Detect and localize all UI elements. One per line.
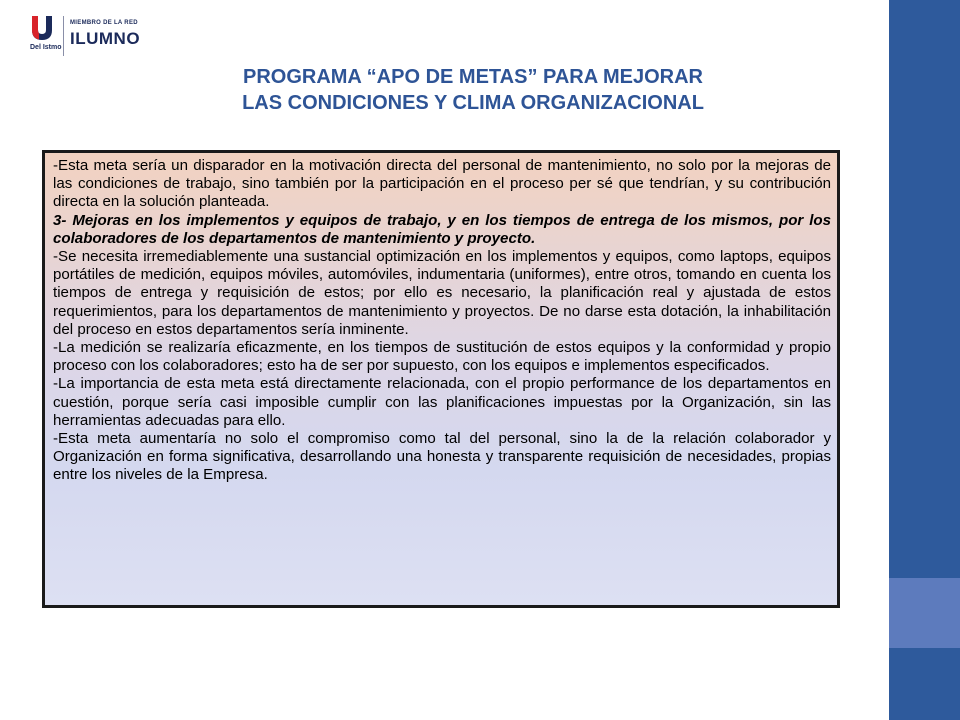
side-accent-block xyxy=(889,578,960,648)
u-logo-icon xyxy=(30,14,54,42)
paragraph: -Esta meta sería un disparador en la motivación directa del personal de mantenimiento, no solo por la mejoras de las condiciones de trabajo, sino también por la participación en el proceso per sé que tendrían, y su contribución directa en la solución planteada. xyxy=(53,157,831,211)
logo-sub-label: Del Istmo xyxy=(30,44,62,51)
page-title xyxy=(180,64,766,116)
brand-name: ILUMNO xyxy=(70,29,141,48)
title-line-1: PROGRAMA “APO DE METAS” PARA MEJORAR xyxy=(242,66,704,88)
network-label: MIEMBRO DE LA RED xyxy=(70,20,138,26)
goal-heading: 3- Mejoras en los implementos y equipos de trabajo, y en los tiempos de entrega de los mismos, por los colaboradores de los departamentos de mantenimiento y proyecto. xyxy=(53,211,831,247)
content-box xyxy=(42,150,840,608)
institution-logo xyxy=(30,14,180,60)
logo-divider xyxy=(63,16,64,56)
paragraph: -Se necesita irremediablemente una sustancial optimización en los implementos y equipos, como laptops, equipos portátiles de medición, equipos móviles, automóviles, indumentaria (uniformes), entre otros, tomando en cuenta los tiempos de entrega y requisición de estos; por ello es necesario, la planificación real y ajustada de estos requerimientos, para los departamentos de mantenimiento y proyectos. De no darse esta dotación, la inhabilitación del proceso en estos departamentos sería inminente. xyxy=(53,248,831,338)
paragraph: -La importancia de esta meta está directamente relacionada, con el propio performance de los departamentos en cuestión, porque sería casi imposible cumplir con las planificaciones impuestas por la Organización, sin las herramientas adecuadas para ello. xyxy=(53,375,831,429)
title-line-2: LAS CONDICIONES Y CLIMA ORGANIZACIONAL xyxy=(242,92,704,114)
paragraph: -La medición se realizaría eficazmente, en los tiempos de sustitución de estos equipos y la conformidad y propio proceso con los colaboradores; esto ha de ser por supuesto, con los equipos e implementos especificados. xyxy=(53,339,831,375)
paragraph: -Esta meta aumentaría no solo el compromiso como tal del personal, sino la de la relación colaborador y Organización en forma significativa, desarrollando una honesta y transparente requisición de necesidades, propias entre los niveles de la Empresa. xyxy=(53,430,831,484)
